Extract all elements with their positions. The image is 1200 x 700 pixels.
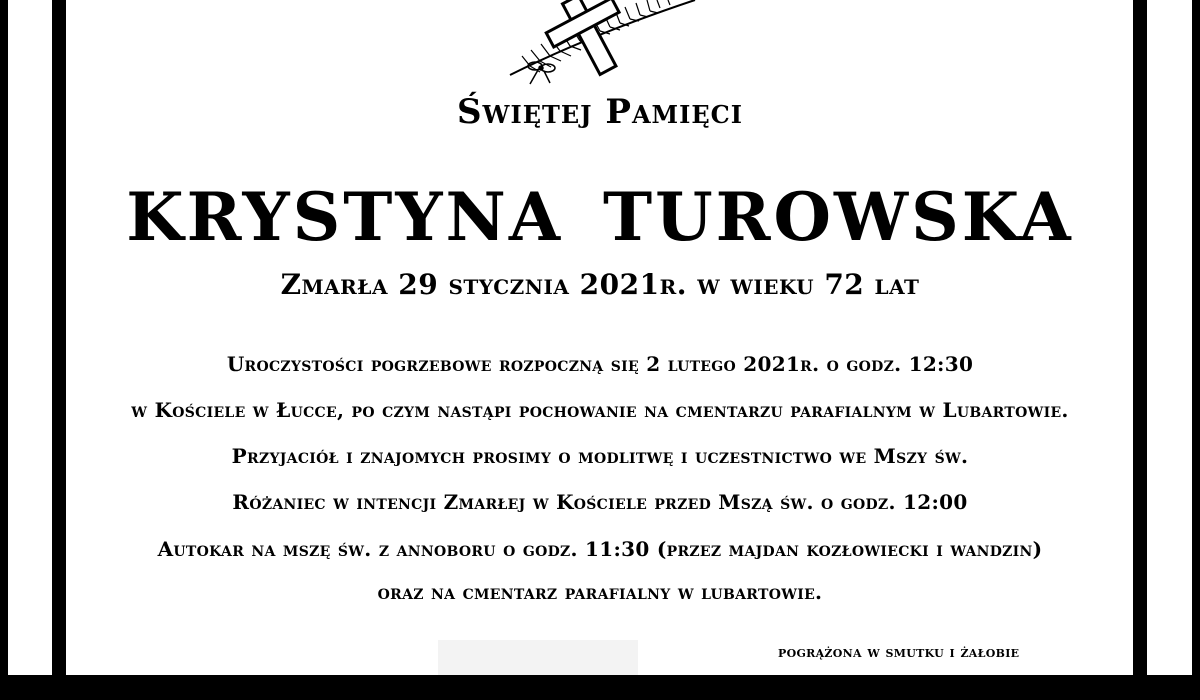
funeral-line-3: Przyjaciół i znajomych prosimy o modlitwę i uczestnictwo we Mszy św. [231,444,969,468]
deceased-name: KRYSTYNA TUROWSKA [126,178,1074,256]
funeral-line-1: Uroczystości pogrzebowe rozpoczną się 2 lutego 2021r. o godz. 12:30 [226,352,974,376]
funeral-line-5: Autokar na mszę św. z annoboru o godz. 11:30 (przez majdan kozłowiecki i wandzin) [157,537,1043,561]
cross-with-palm-branch-icon [500,0,700,90]
funeral-line-6: oraz na cmentarz parafialny w lubartowie. [377,580,823,604]
heading: Świętej Pamięci [457,92,743,132]
death-date-line: Zmarła 29 stycznia 2021r. w wieku 72 lat [280,268,920,301]
funeral-line-2: w Kościele w Łucce, po czym nastąpi pochowanie na cmentarzu parafialnym w Lubartowie. [131,398,1069,422]
bottom-shading [438,640,638,675]
funeral-line-4: Różaniec w intencji Zmarłej w Kościele przed Mszą św. o godz. 12:00 [232,490,968,514]
signoff: pogrążona w smutku i żałobie [778,643,1020,661]
